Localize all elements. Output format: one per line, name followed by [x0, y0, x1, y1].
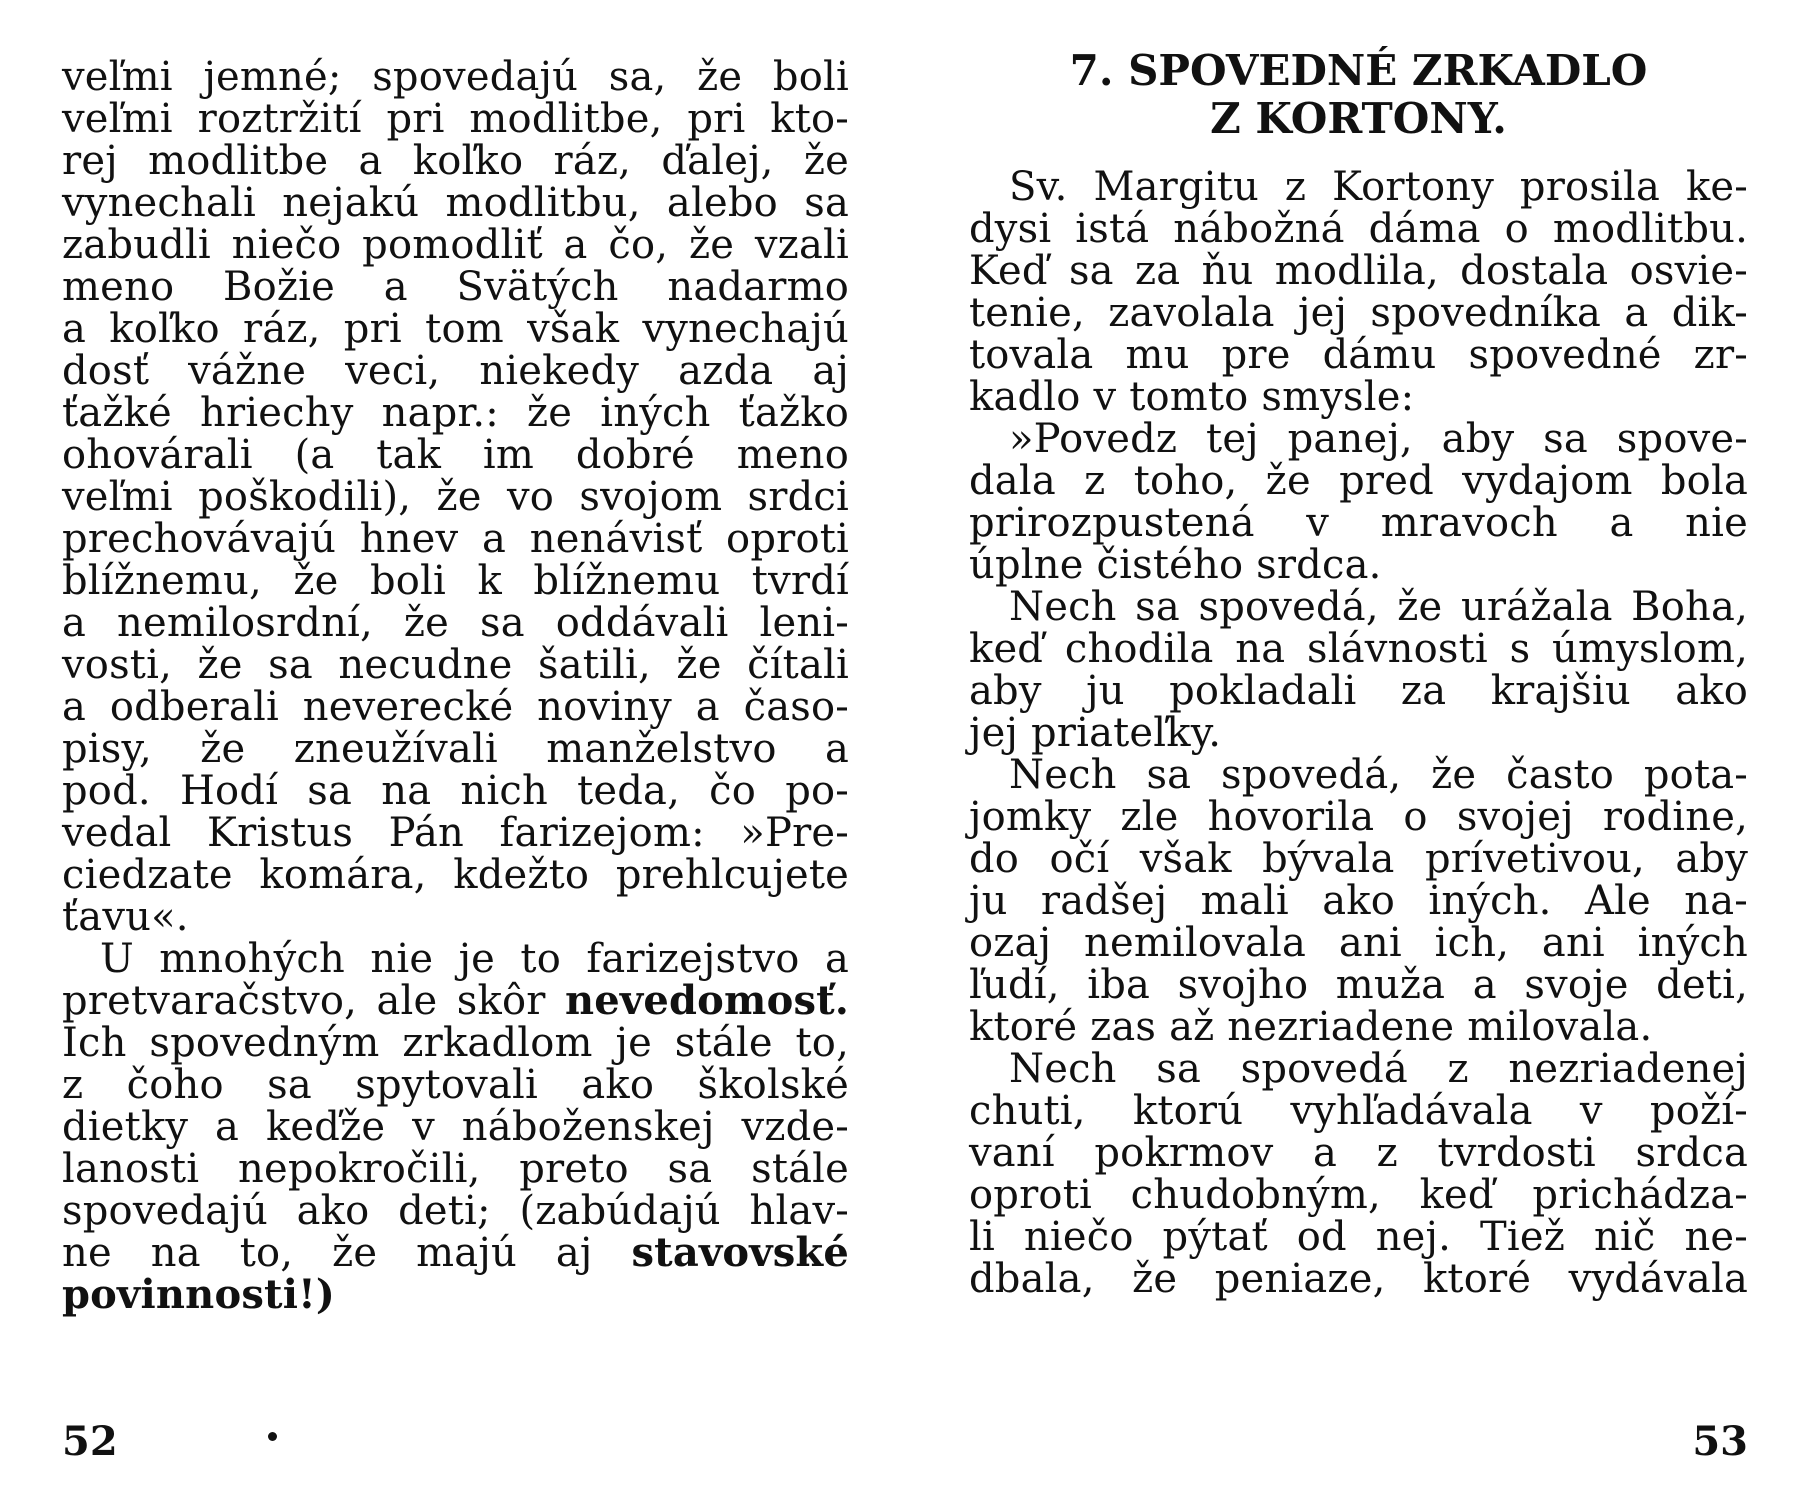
text-line: chuti, ktorú vyhľadávala v poží- — [969, 1088, 1748, 1134]
text-line: do očí však bývala prívetivou, aby — [969, 836, 1748, 882]
text-line: aby ju pokladali za krajšiu ako — [969, 668, 1748, 714]
text-line: meno Božie a Svätých nadarmo — [62, 264, 849, 310]
text-line: tenie, zavolala jej spovedníka a dik- — [969, 290, 1748, 336]
text-line: veľmi roztržití pri modlitbe, pri kto- — [62, 96, 849, 142]
text-line: povinnosti!) — [62, 1271, 336, 1318]
text-fragment: ne na to, že majú aj — [62, 1230, 593, 1276]
text-line: dosť vážne veci, niekedy azda aj — [62, 348, 849, 394]
text-line: veľmi jemné; spovedajú sa, že boli — [62, 54, 849, 100]
text-fragment: pretvaračstvo, ale skôr — [62, 978, 546, 1024]
text-line: veľmi poškodili), že vo svojom srdci — [62, 474, 849, 520]
text-line: Keď sa za ňu modlila, dostala osvie- — [969, 248, 1748, 294]
text-line: ťavu«. — [62, 894, 189, 940]
text-line: lanosti nepokročili, preto sa stále — [62, 1146, 849, 1192]
page-number: 52 — [62, 1418, 118, 1465]
text-line: tovala mu pre dámu spovedné zr- — [969, 332, 1748, 378]
text-line: Nech sa spovedá, že často pota- — [1009, 752, 1748, 798]
text-line: vynechali nejakú modlitbu, alebo sa — [62, 180, 849, 226]
text-line: »Povedz tej panej, aby sa spove- — [1009, 416, 1748, 462]
text-line: zabudli niečo pomodliť a čo, že vzali — [62, 222, 849, 268]
text-line: vedal Kristus Pán farizejom: »Pre- — [62, 810, 849, 856]
text-line: ktoré zas až nezriadene milovala. — [969, 1004, 1653, 1050]
text-line: ťažké hriechy napr.: že iných ťažko — [62, 390, 849, 436]
text-line: ohovárali (a tak im dobré meno — [62, 432, 849, 478]
text-line: ozaj nemilovala ani ich, ani iných — [969, 920, 1748, 966]
text-line: z čoho sa spytovali ako školské — [62, 1062, 849, 1108]
text-line: kadlo v tomto smysle: — [969, 374, 1415, 420]
text-line — [62, 1231, 849, 1275]
page-number: 53 — [1692, 1418, 1748, 1465]
text-line: dysi istá nábožná dáma o modlitbu. — [969, 206, 1748, 252]
bold-word: stavovské — [631, 1229, 849, 1276]
text-line: li niečo pýtať od nej. Tiež nič ne- — [969, 1214, 1748, 1260]
chapter-heading: Z KORTONY. — [1210, 94, 1507, 143]
text-line: rej modlitbe a koľko ráz, ďalej, že — [62, 138, 849, 184]
text-line — [62, 979, 849, 1023]
text-line: jomky zle hovorila o svojej rodine, — [969, 794, 1748, 840]
text-line: a koľko ráz, pri tom však vynechajú — [62, 306, 849, 352]
text-line: blížnemu, že boli k blížnemu tvrdí — [62, 558, 849, 604]
text-line: a nemilosrdní, že sa oddávali leni- — [62, 600, 849, 646]
text-line: spovedajú ako deti; (zabúdajú hlav- — [62, 1188, 849, 1234]
text-line: úplne čistého srdca. — [969, 542, 1382, 588]
text-line: vosti, že sa necudne šatili, že čítali — [62, 642, 849, 688]
text-line: ju radšej mali ako iných. Ale na- — [969, 878, 1748, 924]
text-line: pisy, že zneužívali manželstvo a — [62, 726, 849, 772]
text-line: ciedzate komára, kdežto prehlcujete — [62, 852, 849, 898]
text-line: prirozpustená v mravoch a nie — [969, 500, 1748, 546]
text-line: Nech sa spovedá, že urážala Boha, — [1009, 584, 1748, 630]
text-line: Ich spovedným zrkadlom je stále to, — [62, 1020, 849, 1066]
text-line: dietky a keďže v náboženskej vzde- — [62, 1104, 849, 1150]
text-line: Nech sa spovedá z nezriadenej — [1009, 1046, 1748, 1092]
text-line: oproti chudobným, keď prichádza- — [969, 1172, 1748, 1218]
text-line: prechovávajú hnev a nenávisť oproti — [62, 516, 849, 562]
right-page — [899, 0, 1798, 1500]
chapter-heading: 7. SPOVEDNÉ ZRKADLO — [1069, 46, 1648, 95]
text-line: pod. Hodí sa na nich teda, čo po- — [62, 768, 849, 814]
text-line: dala z toho, že pred vydajom bola — [969, 458, 1748, 504]
print-mark — [268, 1432, 277, 1441]
text-line: jej priateľky. — [969, 710, 1222, 756]
text-line: dbala, že peniaze, ktoré vydávala — [969, 1256, 1748, 1302]
bold-word: nevedomosť. — [564, 977, 849, 1024]
text-line: vaní pokrmov a z tvrdosti srdca — [969, 1130, 1748, 1176]
text-line: ľudí, iba svojho muža a svoje deti, — [969, 962, 1748, 1008]
text-line: Sv. Margitu z Kortony prosila ke- — [1009, 164, 1748, 210]
text-line: a odberali neverecké noviny a časo- — [62, 684, 849, 730]
text-line: keď chodila na slávnosti s úmyslom, — [969, 626, 1748, 672]
text-line: U mnohých nie je to farizejstvo a — [100, 936, 849, 982]
